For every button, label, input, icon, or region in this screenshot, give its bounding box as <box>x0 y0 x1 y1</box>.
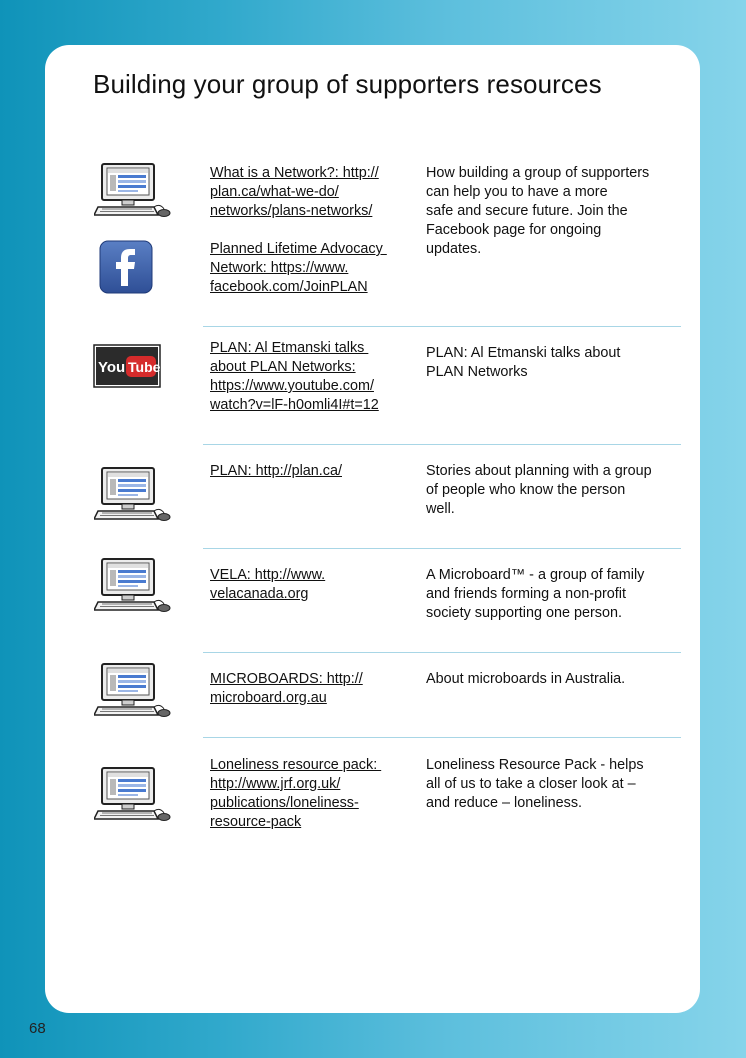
row-divider <box>203 548 681 549</box>
resource-description: PLAN: Al Etmanski talks about PLAN Networks <box>426 345 621 380</box>
youtube-link[interactable]: PLAN: Al Etmanski talks about PLAN Networks: https://www.youtube.com/ watch?v=lF-h0omli4I#t=12 <box>210 340 379 413</box>
computer-icon <box>94 663 172 719</box>
page-title: Building your group of supporters resources <box>93 69 602 99</box>
network-link[interactable]: What is a Network?: http:// plan.ca/what-we-do/ networks/plans-networks/ <box>210 165 379 219</box>
computer-icon <box>94 767 172 823</box>
row-divider <box>203 737 681 738</box>
computer-icon <box>94 558 172 614</box>
youtube-icon <box>93 344 161 388</box>
content-card <box>45 45 700 1013</box>
loneliness-pack-link[interactable]: Loneliness resource pack: http://www.jrf.org.uk/ publications/loneliness- resource-pack <box>210 757 378 830</box>
facebook-plan-link[interactable]: Planned Lifetime Advocacy Network: https://www. facebook.com/JoinPLAN <box>210 241 383 295</box>
resource-description: About microboards in Australia. <box>426 671 626 687</box>
svg-text:You: You <box>98 359 126 376</box>
plan-link[interactable]: PLAN: http://plan.ca/ <box>210 463 342 479</box>
row-divider <box>203 444 681 445</box>
resource-description: Loneliness Resource Pack - helps all of us to take a closer look at – and reduce – loneliness. <box>426 757 644 811</box>
facebook-icon <box>99 240 153 294</box>
computer-icon <box>94 467 172 523</box>
row-divider <box>203 326 681 327</box>
vela-link[interactable]: VELA: http://www. velacanada.org <box>210 567 326 602</box>
svg-text:Tube: Tube <box>128 359 161 375</box>
resource-description: How building a group of supporters can help you to have a more safe and secure future. Join the Facebook page for ongoing updates. <box>426 165 650 257</box>
row-divider <box>203 652 681 653</box>
resource-description: A Microboard™ - a group of family and friends forming a non-profit society supporting one person. <box>426 567 645 621</box>
page-number: 68 <box>29 1020 46 1037</box>
computer-icon <box>94 163 172 219</box>
microboards-link[interactable]: MICROBOARDS: http:// microboard.org.au <box>210 671 363 706</box>
resource-description: Stories about planning with a group of people who know the person well. <box>426 463 652 517</box>
